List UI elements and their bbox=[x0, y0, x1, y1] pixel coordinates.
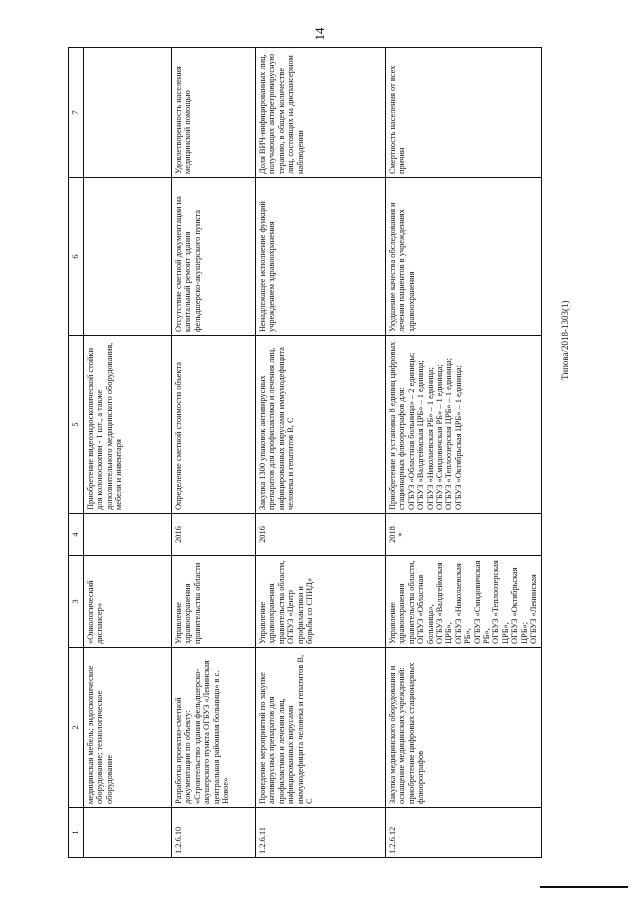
table-row bbox=[386, 48, 542, 858]
cell-year bbox=[84, 514, 172, 556]
result-line: ОГБУЗ «Валдгеймская ЦРБ» – 1 единица; bbox=[416, 360, 426, 510]
executor-line: ОГБУЗ «Николаевская РБ», bbox=[453, 563, 473, 644]
header-col-2: 2 bbox=[69, 648, 84, 808]
executor-line: ОГБУЗ «Валдгеймская ЦРБ», bbox=[435, 562, 454, 644]
cell-num bbox=[84, 808, 172, 858]
measures-table-container bbox=[68, 48, 539, 858]
cell-consequence: Смертность населения от всех причин bbox=[386, 48, 542, 178]
executor-line: ОГБУЗ «Ленинская bbox=[529, 574, 539, 644]
executor-line: ОГБУЗ «Смидовичская РБ», bbox=[472, 560, 492, 644]
cell-risk bbox=[84, 178, 172, 336]
result-line: ОГБУЗ «Областная больница» – 2 единицы; bbox=[406, 352, 416, 510]
cell-consequence: Доля ВИЧ-инфицированных лиц, получающих антиретровирусную терапию, в общем количестве лиц, состоящих на диспансерном наблюдении bbox=[256, 48, 386, 178]
header-col-6: 6 bbox=[69, 178, 84, 336]
cell-consequence: Удовлетворенность населения медицинской помощью bbox=[172, 48, 256, 178]
cell-executor: Управление здравоохранения правительства области bbox=[172, 556, 256, 648]
table-row-continuation bbox=[84, 48, 172, 858]
year-value: 2018 bbox=[388, 526, 397, 543]
result-line: ОГБУЗ «Октябрьская ЦРБ» – 1 единица; bbox=[453, 365, 463, 510]
cell-num: 1.2.6.12 bbox=[386, 808, 542, 858]
cell-year bbox=[386, 514, 542, 556]
cell-measure: Проведение мероприятий по закупке антивирусных препаратов для профилактики и лечения лиц, инфицированных вирусами иммунодефицита человека и гепатитов В, С bbox=[256, 648, 386, 808]
measures-table bbox=[68, 47, 542, 858]
table-row bbox=[256, 48, 386, 858]
header-col-1: 1 bbox=[69, 808, 84, 858]
cell-risk: Ухудшение качества обследования и лечения пациентов в учреждениях здравоохранения bbox=[386, 178, 542, 336]
bottom-rule bbox=[540, 886, 628, 888]
cell-risk: Ненадлежащее исполнение функций учреждением здравоохранения bbox=[256, 178, 386, 336]
cell-executor bbox=[386, 556, 542, 648]
cell-executor: Управление здравоохранения правительства области, ОГБУЗ «Центр профилактики и борьбы со СПИД» bbox=[256, 556, 386, 648]
result-line: Приобретение и установка 8 единиц цифровых стационарных флюорографов для: bbox=[388, 341, 407, 510]
document-code: Типова/2018-1303(1) bbox=[560, 300, 570, 380]
cell-executor: «Онкологический диспансер» bbox=[84, 556, 172, 648]
executor-line: ОГБУЗ «Октябрьская ЦРБ»; bbox=[510, 567, 529, 644]
cell-year: 2016 bbox=[256, 514, 386, 556]
result-line: ОГБУЗ «Николаевская РБ» – 1 единица; bbox=[425, 367, 435, 510]
header-col-5: 5 bbox=[69, 336, 84, 514]
cell-num: 1.2.6.11 bbox=[256, 808, 386, 858]
cell-num: 1.2.6.10 bbox=[172, 808, 256, 858]
executor-line: ОГБУЗ «Областная больница», bbox=[416, 574, 435, 644]
executor-line: ОГБУЗ «Теплоозерская ЦРБ», bbox=[491, 560, 510, 644]
cell-consequence bbox=[84, 48, 172, 178]
page-number: 14 bbox=[312, 27, 327, 41]
header-col-7: 7 bbox=[69, 48, 84, 178]
cell-result: Определение сметной стоимости объекта bbox=[172, 336, 256, 514]
cell-result bbox=[386, 336, 542, 514]
executor-line: Управление здравоохранения правительства области, bbox=[388, 560, 416, 644]
cell-year: 2016 bbox=[172, 514, 256, 556]
result-line: ОГБУЗ «Смидовичская РБ» – 1 единица; bbox=[435, 364, 445, 510]
result-line: ОГБУЗ «Теплоозерская ЦРБ» – 1 единица; bbox=[444, 358, 454, 510]
cell-result: Приобретение видеоэндоскопической стойки для колоноскопии - 1 шт., а также дополнительного медицинского оборудования, мебели и инвентаря bbox=[84, 336, 172, 514]
header-col-3: 3 bbox=[69, 556, 84, 648]
cell-result: Закупка 1300 упаковок антивирусных препаратов для профилактики и лечения лиц, инфицированных вирусами иммунодефицита человека и гепатитов В, С bbox=[256, 336, 386, 514]
year-footnote-mark: * bbox=[397, 532, 407, 537]
header-row bbox=[69, 48, 84, 858]
cell-measure: Разработка проектно-сметной документации по объекту: «Строительство здания фельдшерско-акушерского пункта ОГБУЗ «Ленинская центральная районная больница» в с. Новое» bbox=[172, 648, 256, 808]
table-row bbox=[172, 48, 256, 858]
cell-measure: медицинская мебель; эндоскопическое оборудование; технологическое оборудование bbox=[84, 648, 172, 808]
cell-measure: Закупка медицинского оборудования и оснащение медицинских учреждений: приобретение цифровых стационарных флюорографов bbox=[386, 648, 542, 808]
cell-risk: Отсутствие сметной документации на капитальный ремонт здания фельдшерско-акушерского пункта bbox=[172, 178, 256, 336]
header-col-4: 4 bbox=[69, 514, 84, 556]
